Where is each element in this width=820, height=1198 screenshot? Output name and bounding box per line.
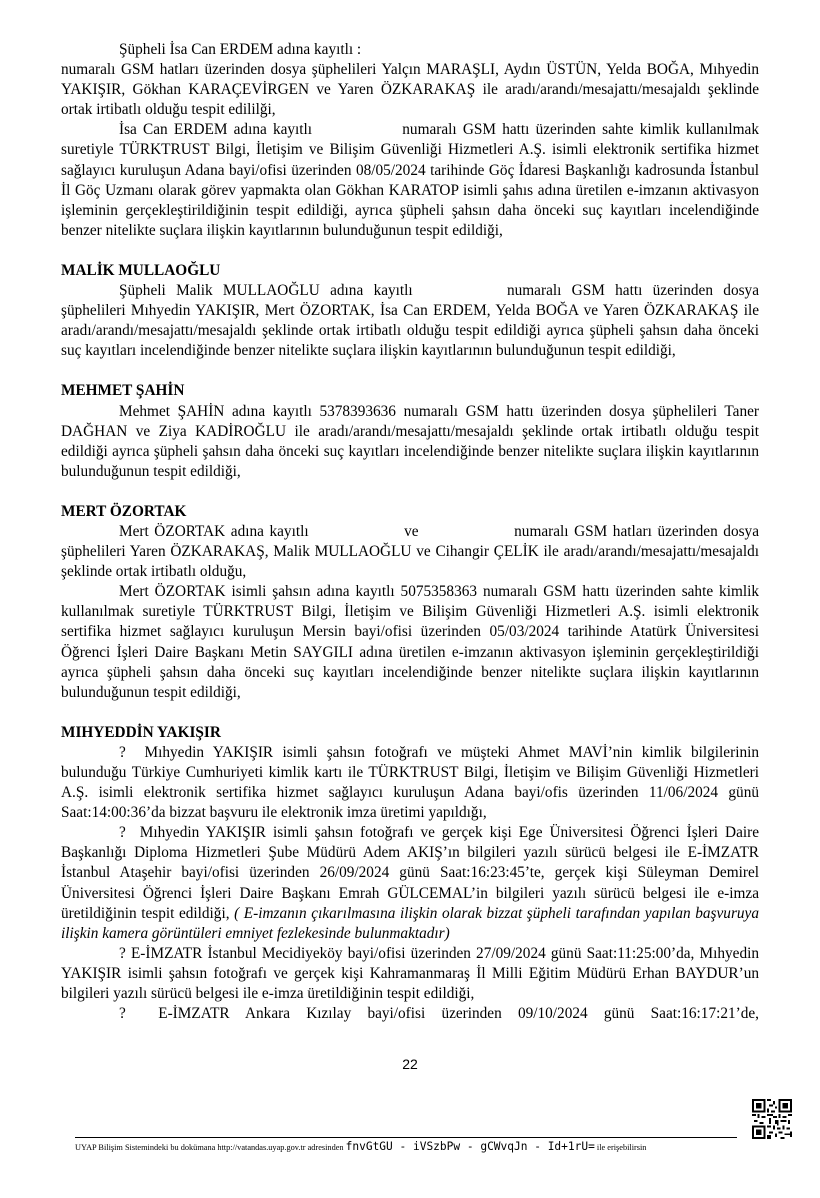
bullet-glyph: ? xyxy=(119,824,126,842)
bullet-glyph: ? xyxy=(119,743,126,761)
document-access-code: fnvGtGU - iVSzbPw - gCWvqJn - Id+1rU= xyxy=(345,1140,595,1153)
paragraph: Şüpheli Malik MULLAOĞLU adına kayıtlı numaralı GSM hattı üzerinden dosya şüphelileri Mıhyedin YAKIŞIR, Mert ÖZORTAK, İsa Can ERDEM, Yelda BOĞA ve Yaren ÖZKARAKAŞ ile aradı/arandı/mesajattı/mesajaldı şeklinde ortak irtibatlı olduğu tespit edildiği ayrıca şüpheli şahsın daha önceki suç kayıtları incelendiğinde benzer nitelikte suçlara ilişkin kayıtlarının bulunduğunun tespit edildiği, xyxy=(61,282,759,360)
bullet-paragraph: ? E-İMZATR Ankara Kızılay bayi/ofisi üzerinden 09/10/2024 günü Saat:16:17:21’de, xyxy=(119,1005,760,1023)
footer-text-tail: ile erişebilirsin xyxy=(596,1143,647,1152)
footer xyxy=(75,1140,737,1155)
footer-text: UYAP Bilişim Sistemindeki bu dokümana http://vatandas.uyap.gov.tr adresinden xyxy=(75,1143,344,1152)
section-heading: MIHYEDDİN YAKIŞIR xyxy=(61,723,221,741)
paragraph: Mehmet ŞAHİN adına kayıtlı 5378393636 numaralı GSM hattı üzerinden dosya şüphelileri Taner DAĞHAN ve Ziya KADİROĞLU ile aradı/arandı/mesajattı/mesajaldı şeklinde ortak irtibatlı olduğu tespit edildiği ayrıca şüpheli şahsın daha önceki suç kayıtları incelendiğinde benzer nitelikte suçlara ilişkin kayıtlarının bulunduğunun tespit edildiği, xyxy=(61,402,759,480)
section-mehmet-sahin xyxy=(61,381,759,481)
italic-note: ( E-imzanın çıkarılmasına ilişkin olarak bizzat şüpheli tarafından yapılan başvuruya ilişkin kamera görüntüleri emniyet fezlekesinde bulunmaktadır) xyxy=(61,904,759,942)
paragraph: numaralı GSM hatları üzerinden dosya şüphelileri Yalçın MARAŞLI, Aydın ÜSTÜN, Yelda BOĞA, Mıhyedin YAKIŞIR, Gökhan KARAÇEVİRGEN ve Yaren ÖZKARAKAŞ ile aradı/arandı/mesajattı/mesajaldı şeklinde ortak irtibatlı olduğu tespit edililği, xyxy=(61,61,759,119)
document-body xyxy=(61,40,759,1024)
qr-code-icon xyxy=(752,1099,792,1139)
bullet-paragraph: ? Mıhyedin YAKIŞIR isimli şahsın fotoğrafı ve gerçek kişi Ege Üniversitesi Öğrenci İşleri Daire Başkanlığı Diploma Hizmetleri Şube Müdürü Adem AKIŞ’ın bilgileri yazılı sürücü belgesi ile E-İMZATR İstanbul Ataşehir bayi/ofisi üzerinden 26/09/2024 günü Saat:16:23:45’te, gerçek kişi Süleyman Demirel Üniversitesi Öğrenci İşleri Daire Başkanı Emrah GÜLCEMAL’in bilgileri yazılı sürücü belgesi ile e-imza üretildiğinin tespit edildiği, ( E-imzanın çıkarılmasına ilişkin olarak bizzat şüpheli tarafından yapılan başvuruya ilişkin kamera görüntüleri emniyet fezlekesinde bulunmaktadır) xyxy=(61,824,759,942)
bullet-glyph: ? xyxy=(119,1005,126,1023)
paragraph: Mert ÖZORTAK adına kayıtlı ve numaralı GSM hatları üzerinden dosya şüphelileri Yaren ÖZKARAKAŞ, Malik MULLAOĞLU ve Cihangir ÇELİK ile aradı/arandı/mesajattı/mesajaldı şeklinde ortak irtibatlı olduğu, xyxy=(61,522,759,581)
bullet-paragraph: ? Mıhyedin YAKIŞIR isimli şahsın fotoğrafı ve müşteki Ahmet MAVİ’nin kimlik bilgilerinin bulunduğu Türkiye Cumhuriyeti kimlik kartı ile TÜRKTRUST Bilgi, İletişim ve Bilişim Güvenliği Hizmetleri A.Ş. isimli elektronik sertifika hizmet sağlayıcı kuruluşun Adana bayi/ofis üzerinden 11/06/2024 günü Saat:14:00:36’da bizzat başvuru ile elektronik imza üretimi yapıldığı, xyxy=(61,743,759,822)
paragraph: Şüpheli İsa Can ERDEM adına kayıtlı : xyxy=(119,41,362,58)
section-mert-ozortak xyxy=(61,502,759,703)
section-heading: MEHMET ŞAHİN xyxy=(61,382,185,400)
section-mihyeddin-yakisir xyxy=(61,723,759,1024)
paragraph: Mert ÖZORTAK isimli şahsın adına kayıtlı 5075358363 numaralı GSM hattı üzerinden sahte kimlik kullanılmak suretiyle TÜRKTRUST Bilgi, İletişim ve Bilişim Güvenliği Hizmetleri A.Ş. isimli elektronik sertifika hizmet sağlayıcı kuruluşun Mersin bayi/ofisi üzerinden 05/03/2024 tarihinde Atatürk Üniversitesi Öğrenci İşleri Daire Başkanı Metin SAYGILI adına üretilen e-imzanın aktivasyon işleminin gerçekleştirildiği ayrıca şüpheli şahsın daha önceki suç kayıtları incelendiğinde benzer nitelikte suçlara ilişkin kayıtlarının bulunduğunun tespit edildiği, xyxy=(61,583,759,701)
paragraph: İsa Can ERDEM adına kayıtlı numaralı GSM hattı üzerinden sahte kimlik kullanılmak suretiyle TÜRKTRUST Bilgi, İletişim ve Bilişim Güvenliği Hizmetleri A.Ş. isimli elektronik sertifika hizmet sağlayıcı kuruluşun Adana bayi/ofisi üzerinden 08/05/2024 tarihinde Göç İdaresi Başkanlığı kadrosunda İstanbul İl Göç Uzmanı olarak görev yapmakta olan Gökhan KARATOP isimli şahıs adına üretilen e-imzanın aktivasyon işleminin gerçekleştirildiğinin tespit edildiği, ayrıca şüpheli şahsın daha önceki suç kayıtları incelendiğinde benzer nitelikte suçlara ilişkin kayıtlarının bulunduğunun tespit edildiği, xyxy=(61,121,759,239)
page-number: 22 xyxy=(402,1056,418,1072)
bullet-glyph: ? xyxy=(119,944,126,962)
section-heading: MALİK MULLAOĞLU xyxy=(61,261,221,279)
bullet-paragraph: ? E-İMZATR İstanbul Mecidiyeköy bayi/ofisi üzerinden 27/09/2024 günü Saat:11:25:00’da, Mıhyedin YAKIŞIR isimli şahsın fotoğrafı ve gerçek kişi Kahramanmaraş İl Milli Eğitim Müdürü Erhan BAYDUR’un bilgileri yazılı sürücü belgesi ile e-imza üretildiğinin tespit edildiği, xyxy=(61,944,759,1003)
footer-divider xyxy=(75,1137,737,1138)
section-malik-mullaoglu xyxy=(61,261,759,361)
section-heading: MERT ÖZORTAK xyxy=(61,502,187,520)
